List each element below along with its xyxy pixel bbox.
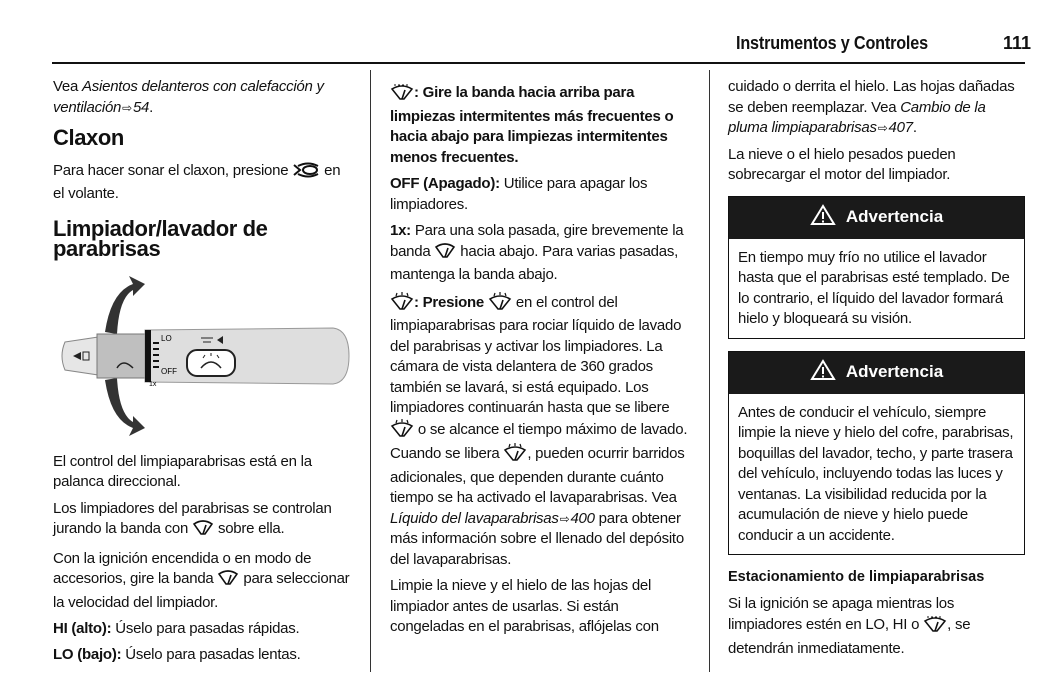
- washer-paragraph: : Presione en el control del limpiaparabrisas para rociar líquido de lavado del parabrisas y activar los limpiadores. La cámara de vista delantera de 360 grados también se lavará, si está equipado. Los limpiadores continuarán hasta que se libere o se alcance el tiempo máximo de lavado. Cuando se libera , pueden ocurrir barridos adicionales, que dependen durante cuánto tiempo se ha activado el lavaparabrisas. Vea Líquido del lavaparabrisas⇨400 para obtener más información sobre el llenado del depósito del lavaparabrisas.: [390, 293, 688, 568]
- wiper-icon: [217, 570, 239, 593]
- wiper-stalk-diagram: [53, 272, 353, 442]
- warning-text: Antes de conducir el vehículo, siempre limpie la nieve y hielo del cofre, parabrisas, boquillas del lavador, techo, y parte trasera del vehículo, incluyendo todas las luces y ventanas. La visibilidad reducida por la acumulación de nieve y hielo puede conducir a un accidente.: [738, 403, 1014, 544]
- washer-icon: [503, 443, 527, 468]
- intermittent-paragraph: : Gire la banda hacia arriba para limpiezas intermitentes más frecuentes o hacia abajo para limpiezas intermitentes menos frecuentes.: [390, 84, 674, 166]
- section-title: Instrumentos y Controles: [736, 33, 928, 53]
- intermittent-wiper-icon: [390, 82, 414, 107]
- column-right: [728, 77, 1028, 665]
- horn-icon: [292, 162, 320, 185]
- seat-heating-page[interactable]: 54: [132, 98, 150, 116]
- seat-heating-link[interactable]: Asientos delanteros con calefacción y ventilación: [53, 78, 324, 116]
- washer-fluid-link[interactable]: Líquido del lavaparabrisas: [390, 509, 559, 527]
- warning-title: Advertencia: [845, 207, 944, 227]
- wiper-location-paragraph: El control del limpiaparabrisas está en la palanca direccional.: [53, 452, 312, 490]
- warning-text: En tiempo muy frío no utilice el lavador hasta que el parabrisas esté templado. De lo contrario, el líquido del lavador formará hielo y bloqueará su visión.: [738, 248, 1010, 327]
- warning-triangle-icon: [810, 204, 836, 232]
- snow-ice-paragraph: Limpie la nieve y el hielo de las hojas del limpiador antes de usarlas. Si están congeladas en el parabrisas, aflójelas con: [390, 577, 659, 635]
- off-setting: OFF (Apagado): Utilice para apagar los limpiadores.: [390, 175, 648, 213]
- column-middle: [390, 82, 690, 644]
- washer-icon: [390, 292, 414, 317]
- warning-header: [729, 352, 1024, 394]
- washer-fluid-page[interactable]: 400: [570, 509, 595, 527]
- diagram-1x-label: 1x: [149, 380, 157, 388]
- warning-title: Advertencia: [845, 362, 944, 382]
- page-ref-icon: ⇨: [122, 100, 132, 115]
- hi-setting: HI (alto): Úselo para pasadas rápidas.: [53, 620, 300, 637]
- wiper-parking-paragraph: Si la ignición se apaga mientras los limpiadores estén en LO, HI o , se detendrán inmediatamente.: [728, 594, 971, 657]
- wiper-control-paragraph: Los limpiadores del parabrisas se controlan jurando la banda con sobre ella.: [53, 499, 353, 543]
- intermittent-wiper-icon: [923, 614, 947, 639]
- column-divider: [709, 70, 710, 672]
- diagram-off-label: OFF: [161, 366, 177, 376]
- claxon-paragraph: Para hacer sonar el claxon, presione en el volante.: [53, 161, 341, 202]
- blade-replace-paragraph: cuidado o derrita el hielo. Las hojas dañadas se deben reemplazar. Vea Cambio de la pluma limpiaparabrisas⇨407.: [728, 77, 1028, 139]
- wiper-icon: [434, 243, 456, 266]
- page-number: 111: [1003, 33, 1032, 53]
- diagram-lo-label: LO: [161, 333, 172, 343]
- washer-icon: [390, 419, 414, 444]
- washer-icon: [488, 292, 512, 317]
- ignition-paragraph: Con la ignición encendida o en modo de accesorios, gire la banda para seleccionar la velocidad del limpiador.: [53, 549, 350, 611]
- wiper-parking-heading: Estacionamiento de limpiaparabrisas: [728, 569, 985, 585]
- column-left: [53, 77, 353, 670]
- wiper-heading: Limpiador/lavador de parabrisas: [53, 215, 268, 261]
- intro-paragraph: Vea Asientos delanteros con calefacción y ventilación⇨54.: [53, 77, 353, 118]
- warning-box: [728, 196, 1025, 339]
- claxon-heading: Claxon: [53, 125, 124, 150]
- header-divider: [52, 62, 1025, 64]
- column-divider: [370, 70, 371, 672]
- wiper-blade-link[interactable]: Cambio de la pluma limpiaparabrisas: [728, 98, 986, 136]
- heavy-snow-paragraph: La nieve o el hielo pesados pueden sobrecargar el motor del limpiador.: [728, 145, 956, 183]
- wiper-blade-page[interactable]: 407: [888, 119, 913, 136]
- page-ref-icon: ⇨: [559, 511, 570, 526]
- lo-setting: LO (bajo): Úselo para pasadas lentas.: [53, 645, 301, 663]
- page-ref-icon: ⇨: [877, 121, 888, 135]
- warning-box: [728, 351, 1025, 556]
- single-wipe-paragraph: 1x: Para una sola pasada, gire brevemente la banda hacia abajo. Para varias pasadas, mantenga la banda abajo.: [390, 222, 684, 283]
- warning-header: [729, 197, 1024, 239]
- warning-triangle-icon: [810, 359, 836, 387]
- wiper-icon: [192, 520, 214, 543]
